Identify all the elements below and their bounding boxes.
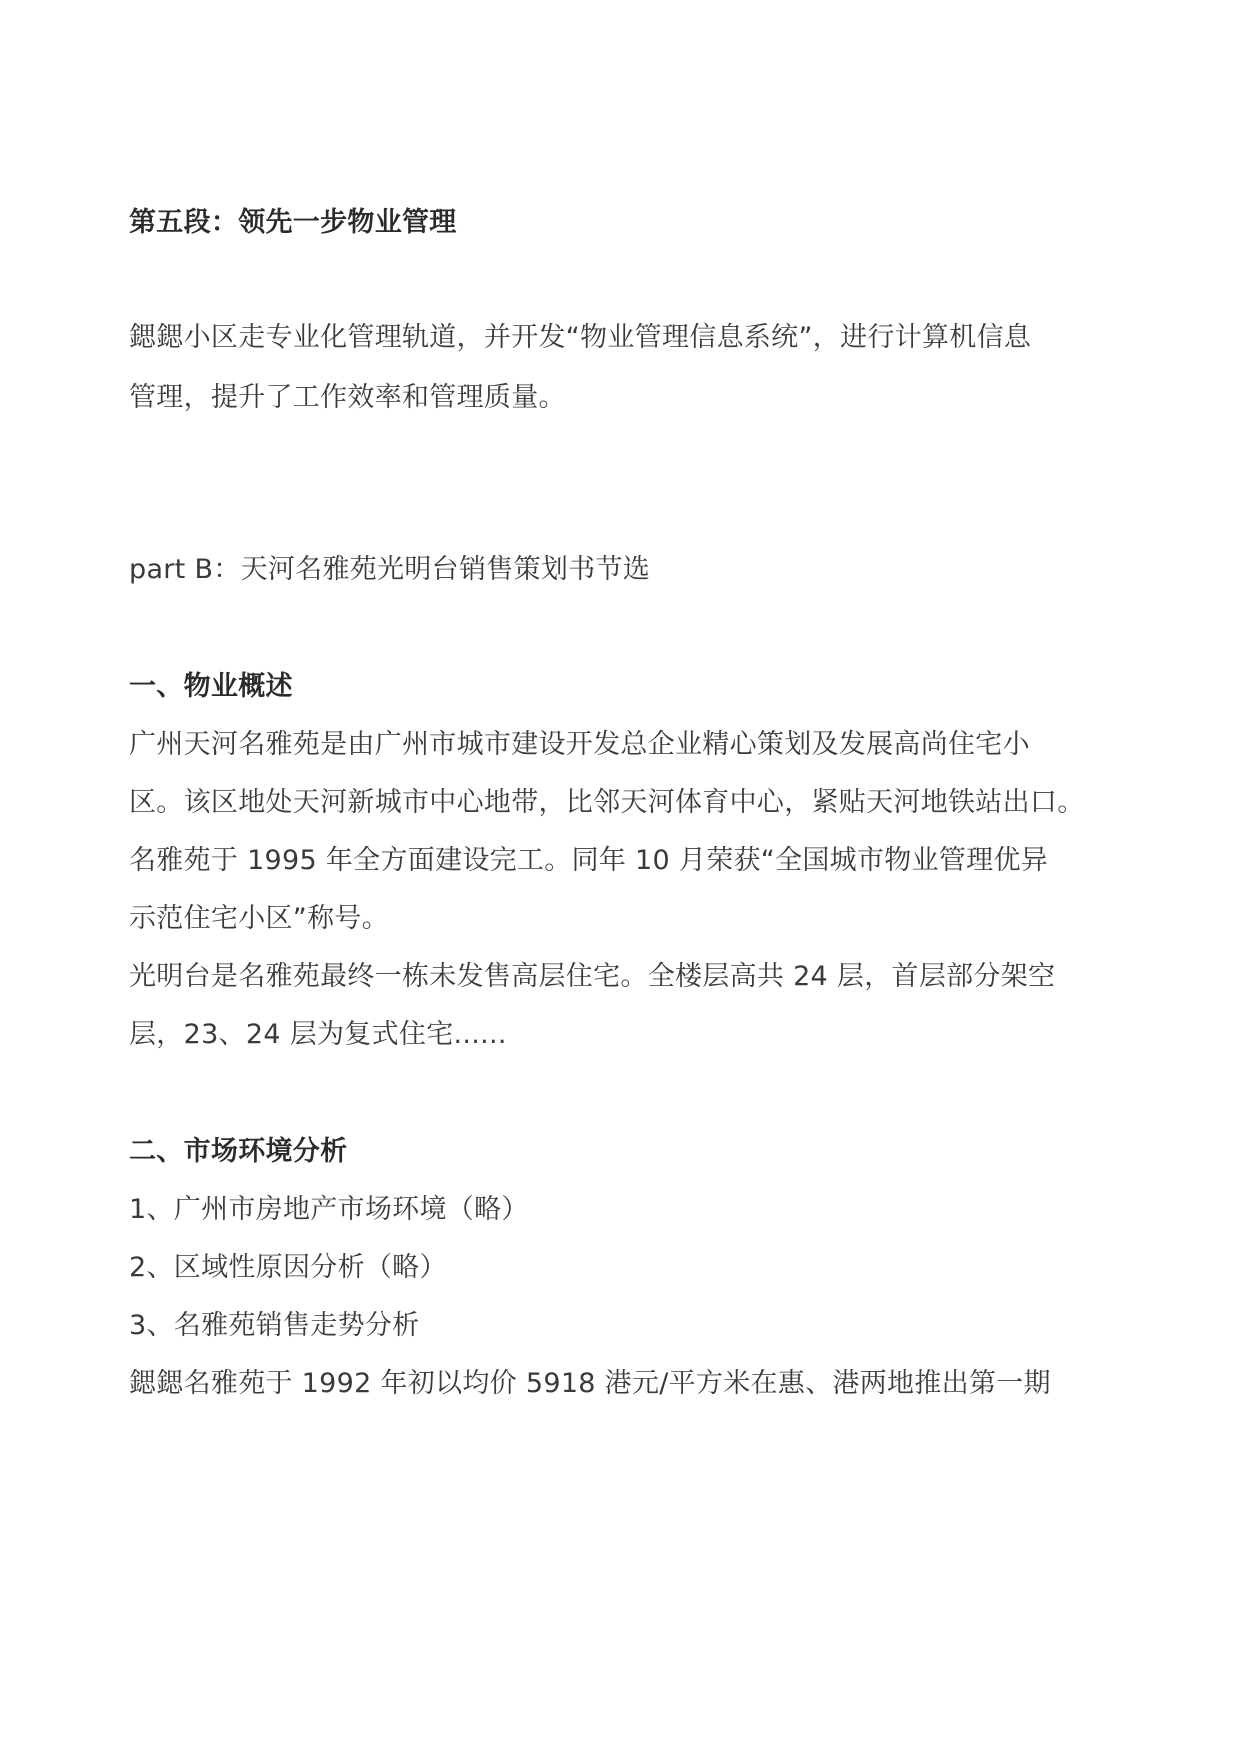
paragraph-line: 鍶鍶名雅苑于 1992 年初以均价 5918 港元/平方米在惠、港两地推出第一期	[129, 1368, 1051, 1399]
paragraph-line: 区。该区地处天河新城市中心地带，比邻天河体育中心，紧贴天河地铁站出口。	[129, 787, 1085, 818]
list-item: 2、区域性原因分析（略）	[129, 1252, 447, 1283]
paragraph-line: 示范住宅小区”称号。	[129, 903, 389, 934]
section-heading: 二、市场环境分析	[129, 1136, 348, 1167]
paragraph-line: 名雅苑于 1995 年全方面建设完工。同年 10 月荣获“全国城市物业管理优异	[129, 845, 1049, 876]
paragraph-line: 层，23、24 层为复式住宅......	[129, 1019, 507, 1050]
paragraph-line: 管理，提升了工作效率和管理质量。	[129, 382, 566, 413]
list-item: 3、名雅苑销售走势分析	[129, 1310, 420, 1341]
part-title: part B：天河名雅苑光明台销售策划书节选	[129, 554, 651, 585]
list-item: 1、广州市房地产市场环境（略）	[129, 1194, 529, 1225]
section-heading: 一、物业概述	[129, 671, 293, 702]
paragraph-line: 光明台是名雅苑最终一栋未发售高层住宅。全楼层高共 24 层，首层部分架空	[129, 961, 1056, 992]
paragraph-line: 鍶鍶小区走专业化管理轨道，并开发“物业管理信息系统”，进行计算机信息	[129, 322, 1032, 353]
section-heading: 第五段：领先一步物业管理	[129, 207, 457, 238]
paragraph-line: 广州天河名雅苑是由广州市城市建设开发总企业精心策划及发展高尚住宅小	[129, 729, 1030, 760]
